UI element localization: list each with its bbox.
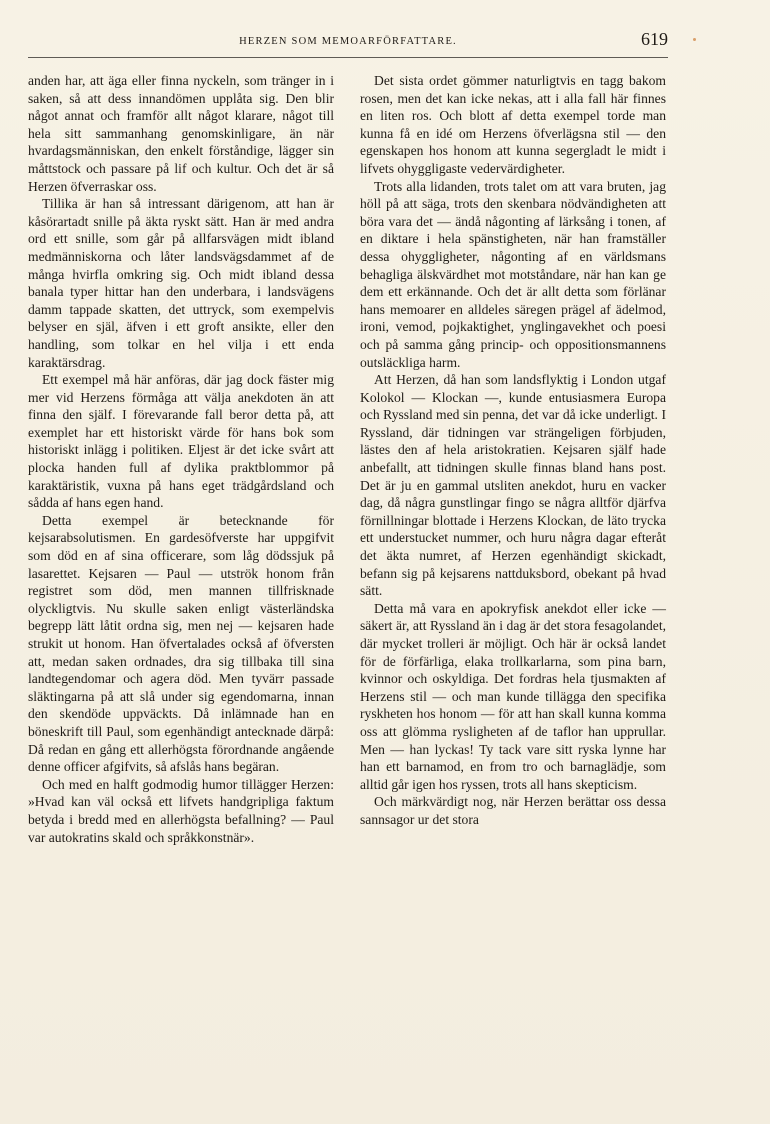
paragraph: Det sista ordet gömmer naturligtvis en tagg bakom rosen, men det kan icke nekas, att i alla fall här finnes en liten ros. Och blott af detta exempel torde man kunna få en idé om Herzens öfverlägsna stil — den egenskapen hos honom att kunna segergladt le midt i lifvets ohyggligaste vedervärdigheter.	[360, 73, 666, 176]
right-column	[360, 72, 666, 829]
header-rule	[28, 57, 668, 58]
paragraph: Detta exempel är betecknande för kejsarabsolutismen. En gardesöfverste har uppgifvit som död en af sina officerare, som låg dödssjuk på lasarettet. Kejsaren — Paul — utströk honom från registret som död, men mannen tillfrisknade olyckligtvis. Nu skulle saken enligt västerländska begrepp lätt låtit ordna sig, men nej — kejsaren hade strukit ut honom. Han öfvertalades också af öfversten att, medan saken ordnades, dra sig tillbaka till sina landtegendomar och agera död. Men tyvärr passade släktingarna på att slå under sig egendomarna, innan den skendöde uppväckts. Då inlämnade han en böneskrift till Paul, som egenhändigt antecknade därpå: Då redan en gång ett allerhögsta förordnande angående denne officer afgifvits, så afslås hans begäran.	[28, 512, 334, 775]
paragraph: Och märkvärdigt nog, när Herzen berättar oss dessa sannsagor ur det stora	[360, 794, 666, 827]
page-number: 619	[641, 29, 668, 49]
paragraph: Och med en halft godmodig humor tillägger Herzen: »Hvad kan väl också ett lifvets handgripliga faktum betyda i bredd med en allerhögsta befallning? — Paul var autokratins skald och språkkonstnär».	[28, 776, 334, 845]
paragraph: Trots alla lidanden, trots talet om att vara bruten, jag höll på att säga, trots den skenbara nödvändigheten att böra vara det — ändå någonting af lärksång i tonen, af en diktare i hela spänstigheten, när han framställer dessa ohyggligheter, någonting af en världsmans behagliga älskvärdhet mot motståndare, när han kan ge dem ett erkännande. Och det är allt detta som förlänar hans memoarer en alldeles säregen prägel af ädelmod, ironi, vemod, pojkaktighet, ynglingavekhet och poesi och på samma gång princip- och oppositionsmannens outsläckliga harm.	[360, 178, 666, 370]
paragraph: anden har, att äga eller finna nyckeln, som tränger in i saken, så att dess innandömen upplåta sig. Den blir något annat och framför allt något klarare, något till hela sitt sammanhang genomskinligare, än när hvardagsmänniskan, den enkelt förståndige, lägger sin måttstock och passare på lif och kultur. Och det är så Herzen öfverraskar oss.	[28, 73, 334, 194]
paragraph: Ett exempel må här anföras, där jag dock fäster mig mer vid Herzens förmåga att välja anekdoten än att finna den själf. I förevarande fall beror detta på, att exemplet har ett historiskt värde för hans bok som historiskt inlägg i politiken. Eljest är det icke svårt att plocka handen full af dylika praktblommor på karaktäristik, vuxna på hans eget trädgårdsland och sådda af hans egen hand.	[28, 372, 334, 511]
left-column	[28, 72, 334, 846]
running-title: HERZEN SOM MEMOARFÖRFATTARE.	[239, 36, 457, 47]
ink-mark	[693, 38, 696, 41]
paragraph: Tillika är han så intressant därigenom, att han är kåsörartadt snille på äkta ryskt sätt. Han är med andra ord ett snille, som går på allfarsvägen midt ibland medmänniskorna och låter landsvägsdammet af de många hvirfla omkring sig. Och midt ibland dessa banala typer hittar han den underbara, i landsvägens damm tappade skatten, det uttryck, som exempelvis belyser en själ, äfven i ett groft ansikte, eller den handling, som tolkar en hel vilja i ett enda karaktärsdrag.	[28, 196, 334, 370]
paragraph: Detta må vara en apokryfisk anekdot eller icke — säkert är, att Ryssland än i dag är det stora fesagolandet, där mycket trolleri är möjligt. Och här är också landet för de förfärliga, elaka trollkarlarna, som pina barn, kvinnor och oskyldiga. Det fordras hela tjusmakten af Herzens stil — och man kunde tillägga den specifika ryskheten hos honom — för att han skall kunna komma oss att glömma rysligheten af de taflor han upprullar. Men — han lyckas! Ty tack vare sitt ryska lynne har han ett barnamod, en from tro och barnaglädje, som alltid går igen hos ryssen, trots all hans skepticism.	[360, 600, 666, 792]
paragraph: Att Herzen, då han som landsflyktig i London utgaf Kolokol — Klockan —, kunde entusiasmera Europa och Ryssland med sin penna, det var då icke underligt. I Ryssland, där tidningen var strängeligen förbjuden, lästes den af hela aristokratien. Kejsaren själf hade anbefallt, att tidningen skulle finnas bland hans post. Det är ju en gammal utsliten anekdot, huru en vacker dag, då några gunstlingar fingo se några alltför djärfva förnillningar blottade i Herzens Klockan, de läto trycka ett understucket nummer, och huru några dagar efteråt det äkta numret, af Herzen egenhändigt skickadt, befann sig på kejsarens nattduksbord, obekant på hvad sätt.	[360, 372, 666, 599]
running-header	[28, 29, 668, 52]
